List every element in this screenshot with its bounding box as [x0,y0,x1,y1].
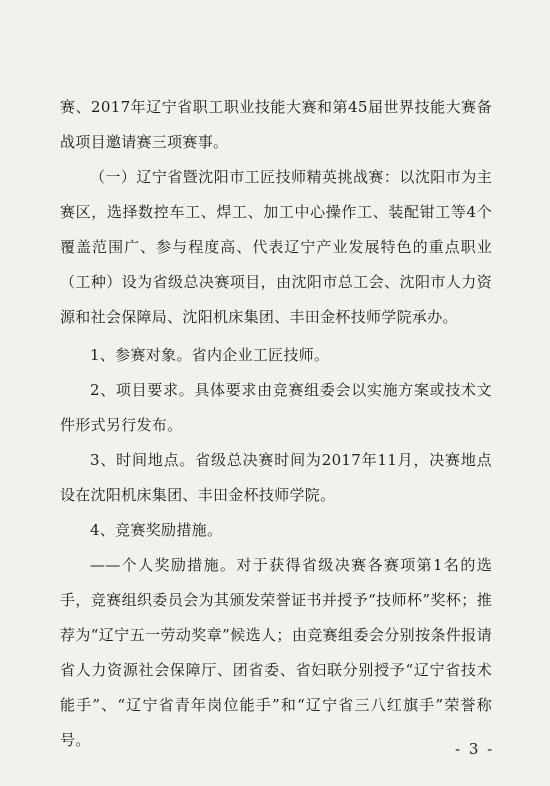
paragraph-section-1: （一）辽宁省暨沈阳市工匠技师精英挑战赛：以沈阳市为主赛区，选择数控车工、焊工、加工中心操作工、装配钳工等4个覆盖范围广、参与程度高、代表辽宁产业发展特色的重点职业（工种）设为省级总决赛项目，由沈阳市总工会、沈阳市人力资源和社会保障局、沈阳机床集团、丰田金杯技师学院承办。 [60,168,492,326]
paragraph-time-place: 3、时间地点。省级总决赛时间为2017年11月，决赛地点设在沈阳机床集团、丰田金杯技师学院。 [60,451,492,504]
paragraph-individual-awards: ——个人奖励措施。对于获得省级决赛各赛项第1名的选手，竞赛组织委员会为其颁发荣誉证书并授予“技师杯”奖杯；推荐为“辽宁五一劳动奖章”候选人；由竞赛组委会分别按条件报请省人力资源社会保障厅、团省委、省妇联分别授予“辽宁省技术能手”、“辽宁省青年岗位能手”和“辽宁省三八红旗手”荣誉称号。 [60,556,492,749]
paragraph-intro: 赛、2017年辽宁省职工职业技能大赛和第45届世界技能大赛备战项目邀请赛三项赛事。 [60,98,492,151]
paragraph-awards: 4、竞赛奖励措施。 [90,521,223,539]
paragraph-requirements: 2、项目要求。具体要求由竞赛组委会以实施方案或技术文件形式另行发布。 [60,381,492,434]
paragraph-participants: 1、参赛对象。省内企业工匠技师。 [90,346,330,364]
page-number: - 3 - [455,740,495,758]
